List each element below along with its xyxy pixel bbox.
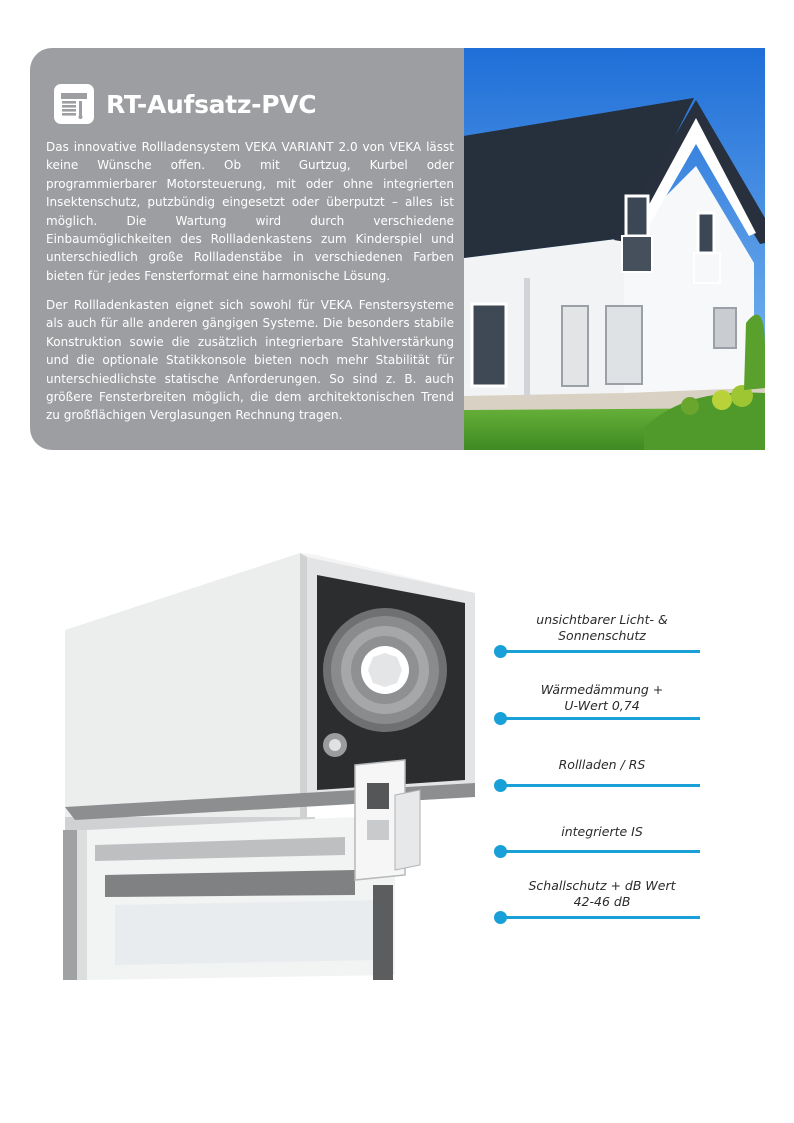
feature-bar — [500, 784, 700, 787]
shutter-box-illustration — [55, 545, 485, 985]
feature-line-2 — [494, 712, 700, 726]
intro-paragraph: Das innovative Rollladensystem VEKA VARIANT 2.0 von VEKA lässt keine Wünsche offen. Ob mit Gurtzug, Kurbel oder programmierbarer Motorsteuerung, mit oder ohne integrierten Insektenschutz, putzbündig eingesetzt oder überputzt – alles ist möglich. Die Wartung wird durch verschiedene Einbaumöglichkeiten des Rollladenkastens zum Kinderspiel und unterschiedlich große Rollladenstäbe in verschiedenen Farben bieten für jedes Fensterformat eine harmonische Lösung. — [46, 140, 454, 283]
title-row — [54, 84, 316, 124]
detail-paragraph: Der Rollladenkasten eignet sich sowohl für VEKA Fenstersysteme als auch für alle anderen gängigen Systeme. Die besonders stabile Konstruktion sowie die zusätzlich integrierbare Stahlverstärkung und die optionale Statikkonsole bieten noch mehr Stabilität für unterschiedlichste statische Anforderungen. So sind z. B. auch größere Fensterbreiten möglich, die dem architektonischen Trend zu großflächigen Verglasungen Rechnung tragen. — [46, 298, 454, 423]
house-photo — [464, 48, 765, 450]
feature-bar — [500, 650, 700, 653]
info-panel — [30, 48, 466, 450]
feature-line-3 — [494, 779, 700, 793]
feature-bar — [500, 717, 700, 720]
feature-bar — [500, 916, 700, 919]
feature-label-sound-insulation: Schallschutz + dB Wert 42-46 dB — [528, 878, 676, 909]
page-title: RT-Aufsatz-PVC — [106, 89, 317, 119]
feature-line-1 — [494, 645, 700, 659]
feature-label-roller-shutter: Rollladen / RS — [558, 757, 646, 772]
feature-label-light-protection: unsichtbarer Licht- & Sonnenschutz — [536, 612, 668, 643]
roller-shutter-logo-icon — [54, 84, 94, 124]
feature-bar — [500, 850, 700, 853]
feature-line-5 — [494, 911, 700, 925]
feature-line-4 — [494, 845, 700, 859]
feature-label-insect-screen: integrierte IS — [561, 824, 643, 839]
feature-label-thermal-insulation: Wärmedämmung + U-Wert 0,74 — [540, 682, 664, 713]
